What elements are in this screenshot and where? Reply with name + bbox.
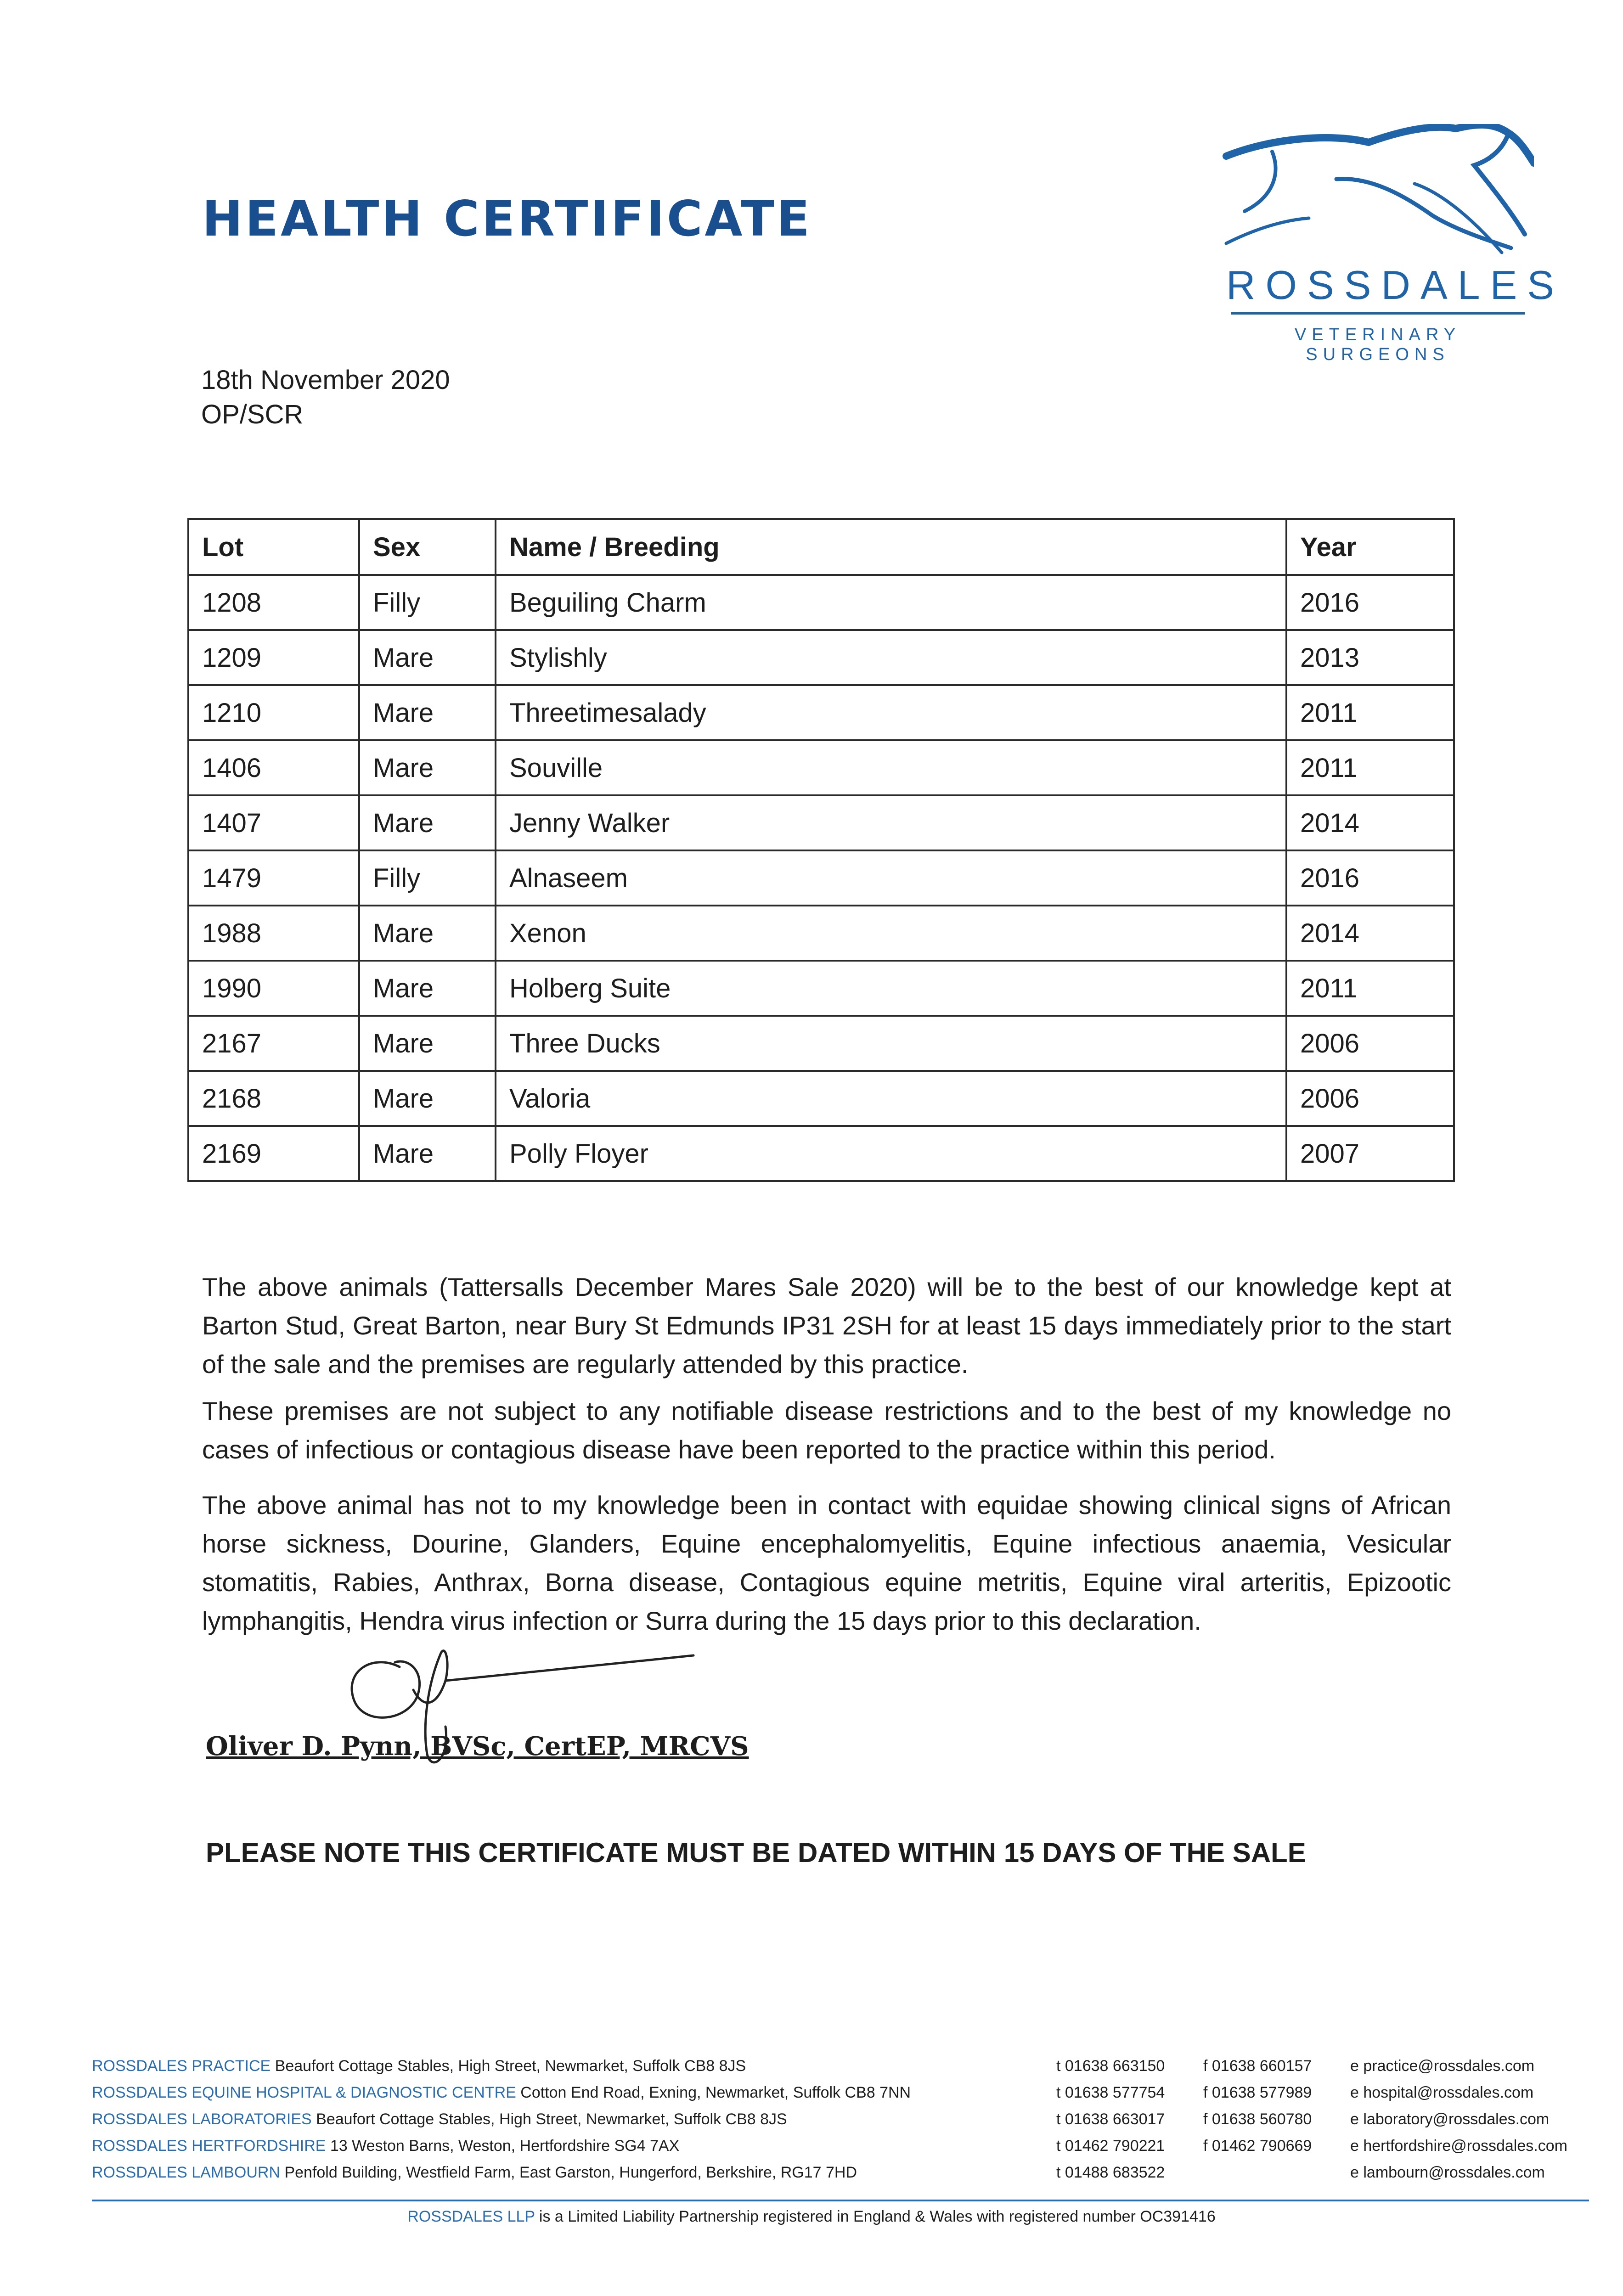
office-email[interactable]: e practice@rossdales.com <box>1350 2057 1535 2075</box>
table-row <box>188 1071 1454 1126</box>
office-fax: f 01638 660157 <box>1203 2057 1312 2075</box>
office-email[interactable]: e hospital@rossdales.com <box>1350 2084 1534 2101</box>
table-row <box>188 685 1454 740</box>
table-row <box>188 630 1454 685</box>
cell-name: Stylishly <box>496 630 1286 685</box>
cell-name: Threetimesalady <box>496 685 1286 740</box>
cell-sex: Mare <box>359 1016 496 1071</box>
footer-divider <box>92 2200 1589 2201</box>
office-phone: t 01638 663150 <box>1056 2057 1165 2075</box>
date-block <box>201 363 450 432</box>
office-name: ROSSDALES LABORATORIES <box>92 2110 312 2128</box>
office-address: Beaufort Cottage Stables, High Street, Newmarket, Suffolk CB8 8JS <box>316 2110 787 2128</box>
cell-name: Holberg Suite <box>496 961 1286 1016</box>
office-address: Cotton End Road, Exning, Newmarket, Suffolk CB8 7NN <box>520 2084 911 2101</box>
office-phone: t 01638 577754 <box>1056 2084 1165 2101</box>
lots-table <box>187 518 1455 1182</box>
header-name: Name / Breeding <box>496 519 1286 575</box>
cell-sex: Filly <box>359 850 496 906</box>
footer-offices <box>92 2057 1607 2190</box>
header-lot: Lot <box>188 519 359 575</box>
cell-name: Beguiling Charm <box>496 575 1286 630</box>
cell-lot: 1208 <box>188 575 359 630</box>
cell-sex: Mare <box>359 630 496 685</box>
cell-sex: Mare <box>359 740 496 795</box>
table-row <box>188 1016 1454 1071</box>
cell-name: Alnaseem <box>496 850 1286 906</box>
certificate-date: 18th November 2020 <box>201 365 450 395</box>
horse-logo-icon <box>1217 124 1534 271</box>
table-row <box>188 961 1454 1016</box>
signer-name: Oliver D. Pynn, BVSc, CertEP, MRCVS <box>206 1731 749 1761</box>
table-row <box>188 795 1454 850</box>
logo-wordmark: ROSSDALES <box>1226 262 1564 308</box>
footer-office-row <box>92 2084 1607 2110</box>
legal-notice <box>0 2208 1623 2226</box>
cell-sex: Mare <box>359 1126 496 1181</box>
reference-code: OP/SCR <box>201 400 304 429</box>
table-row <box>188 575 1454 630</box>
cell-name: Xenon <box>496 906 1286 961</box>
cell-sex: Mare <box>359 906 496 961</box>
cell-name: Polly Floyer <box>496 1126 1286 1181</box>
cell-lot: 1988 <box>188 906 359 961</box>
cell-lot: 2168 <box>188 1071 359 1126</box>
declaration-paragraph-1: The above animals (Tattersalls December Mares Sale 2020) will be to the best of our knowledge kept at Barton Stud, Great Barton, near Bury St Edmunds IP31 2SH for at least 15 days immediately prior to the start of the sale and the premises are regularly attended by this practice. <box>202 1272 1451 1379</box>
office-name: ROSSDALES EQUINE HOSPITAL & DIAGNOSTIC CENTRE <box>92 2084 516 2101</box>
office-fax: f 01638 577989 <box>1203 2084 1312 2101</box>
table-row <box>188 740 1454 795</box>
cell-year: 2011 <box>1286 740 1454 795</box>
cell-name: Souville <box>496 740 1286 795</box>
legal-company-name: ROSSDALES LLP <box>407 2208 535 2225</box>
cell-year: 2011 <box>1286 685 1454 740</box>
office-address: Penfold Building, Westfield Farm, East Garston, Hungerford, Berkshire, RG17 7HD <box>284 2164 857 2181</box>
cell-year: 2014 <box>1286 795 1454 850</box>
dating-notice: PLEASE NOTE THIS CERTIFICATE MUST BE DATED WITHIN 15 DAYS OF THE SALE <box>206 1837 1306 1868</box>
cell-name: Three Ducks <box>496 1016 1286 1071</box>
office-email[interactable]: e lambourn@rossdales.com <box>1350 2164 1545 2181</box>
footer-office-row <box>92 2057 1607 2084</box>
certificate-title: HEALTH CERTIFICATE <box>202 191 812 247</box>
rossdales-logo <box>1217 124 1564 364</box>
cell-lot: 1406 <box>188 740 359 795</box>
office-phone: t 01488 683522 <box>1056 2164 1165 2181</box>
office-email[interactable]: e hertfordshire@rossdales.com <box>1350 2137 1567 2155</box>
office-phone: t 01638 663017 <box>1056 2110 1165 2128</box>
cell-lot: 1990 <box>188 961 359 1016</box>
declaration-paragraph-3: The above animal has not to my knowledge been in contact with equidae showing clinical signs of African horse sickness, Dourine, Glanders, Equine encephalomyelitis, Equine infectious anaemia, Vesicular stomatitis, Rabies, Anthrax, Borna disease, Contagious equine metritis, Equine viral arteritis, Epizootic lymphangitis, Hendra virus infection or Surra during the 15 days prior to this declaration. <box>202 1491 1451 1635</box>
office-phone: t 01462 790221 <box>1056 2137 1165 2155</box>
cell-lot: 2169 <box>188 1126 359 1181</box>
cell-lot: 2167 <box>188 1016 359 1071</box>
cell-year: 2006 <box>1286 1016 1454 1071</box>
cell-year: 2011 <box>1286 961 1454 1016</box>
cell-year: 2016 <box>1286 575 1454 630</box>
cell-year: 2013 <box>1286 630 1454 685</box>
table-row <box>188 850 1454 906</box>
cell-year: 2016 <box>1286 850 1454 906</box>
office-fax: f 01462 790669 <box>1203 2137 1312 2155</box>
cell-lot: 1210 <box>188 685 359 740</box>
cell-sex: Mare <box>359 795 496 850</box>
office-name: ROSSDALES PRACTICE <box>92 2057 271 2075</box>
cell-year: 2006 <box>1286 1071 1454 1126</box>
table-row <box>188 1126 1454 1181</box>
footer-office-row <box>92 2110 1607 2137</box>
office-address: 13 Weston Barns, Weston, Hertfordshire SG4 7AX <box>330 2137 680 2155</box>
header-sex: Sex <box>359 519 496 575</box>
cell-year: 2014 <box>1286 906 1454 961</box>
footer-office-row <box>92 2164 1607 2190</box>
cell-name: Valoria <box>496 1071 1286 1126</box>
office-fax: f 01638 560780 <box>1203 2110 1312 2128</box>
header-year: Year <box>1286 519 1454 575</box>
logo-divider <box>1231 312 1525 315</box>
logo-subtitle: VETERINARY SURGEONS <box>1294 325 1461 364</box>
cell-name: Jenny Walker <box>496 795 1286 850</box>
footer-office-row <box>92 2137 1607 2164</box>
cell-lot: 1209 <box>188 630 359 685</box>
office-name: ROSSDALES LAMBOURN <box>92 2164 280 2181</box>
office-email[interactable]: e laboratory@rossdales.com <box>1350 2110 1550 2128</box>
office-name: ROSSDALES HERTFORDSHIRE <box>92 2137 326 2155</box>
cell-lot: 1479 <box>188 850 359 906</box>
cell-sex: Mare <box>359 685 496 740</box>
declaration-paragraph-2: These premises are not subject to any notifiable disease restrictions and to the best of my knowledge no cases of infectious or contagious disease have been reported to the practice within this period. <box>202 1396 1451 1464</box>
cell-sex: Filly <box>359 575 496 630</box>
cell-year: 2007 <box>1286 1126 1454 1181</box>
cell-sex: Mare <box>359 1071 496 1126</box>
table-header-row <box>188 519 1454 575</box>
legal-text: is a Limited Liability Partnership registered in England & Wales with registered number OC391416 <box>539 2208 1216 2225</box>
office-address: Beaufort Cottage Stables, High Street, Newmarket, Suffolk CB8 8JS <box>275 2057 746 2075</box>
table-row <box>188 906 1454 961</box>
cell-sex: Mare <box>359 961 496 1016</box>
cell-lot: 1407 <box>188 795 359 850</box>
